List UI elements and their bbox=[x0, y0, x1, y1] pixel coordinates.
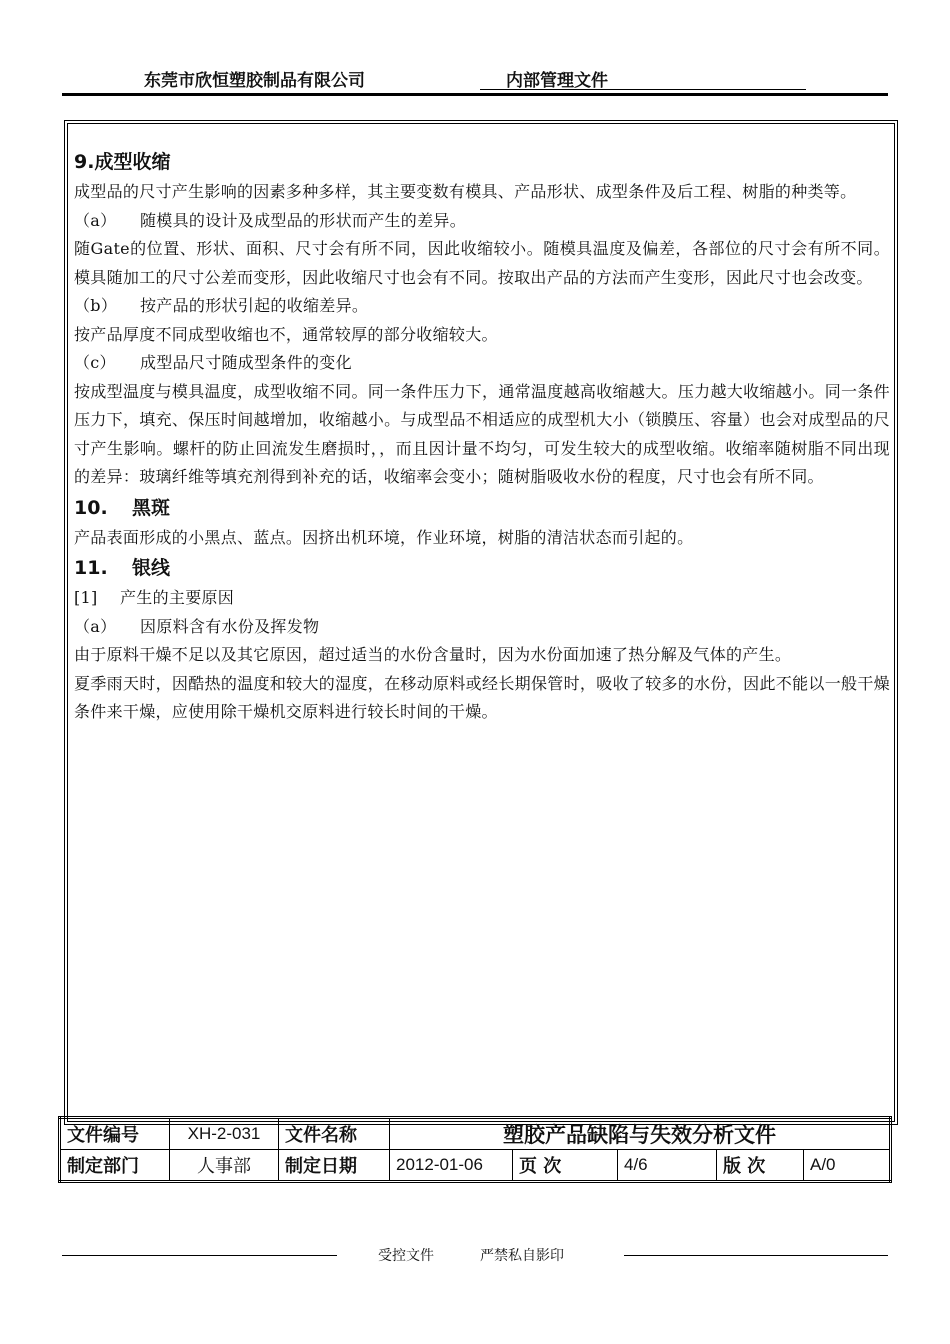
section-11-cause-title: 产生的主要原因 bbox=[120, 588, 235, 607]
company-name: 东莞市欣恒塑胶制品有限公司 bbox=[144, 71, 365, 91]
dept-label: 制定部门 bbox=[60, 1150, 170, 1182]
section-9c-title: 成型品尺寸随成型条件的变化 bbox=[140, 353, 352, 372]
version-label: 版 次 bbox=[717, 1150, 804, 1182]
section-9b-title: 按产品的形状引起的收缩差异。 bbox=[140, 296, 369, 315]
section-9-title: 9.成型收缩 bbox=[74, 151, 171, 173]
section-11a-tag: （a） bbox=[74, 616, 117, 636]
document-type: 内部管理文件 bbox=[506, 71, 608, 91]
section-11-cause-tag: [1] bbox=[74, 588, 98, 607]
info-row-2 bbox=[60, 1150, 891, 1182]
document-info-table bbox=[58, 1116, 892, 1183]
section-9a-tag: （a） bbox=[74, 210, 117, 230]
doc-name-value: 塑胶产品缺陷与失效分析文件 bbox=[390, 1118, 891, 1150]
section-9-intro: 成型品的尺寸产生影响的因素多种多样，其主要变数有模具、产品形状、成型条件及后工程、树脂的种类等。 bbox=[74, 182, 857, 201]
footer-controlled: 受控文件 bbox=[378, 1248, 434, 1264]
section-11-cause-heading bbox=[74, 584, 890, 613]
footer-rule-right bbox=[624, 1255, 888, 1256]
section-9a-body: 随Gate的位置、形状、面积、尺寸会有所不同，因此收缩较小。随模具温度及偏差，各部位的尺寸会有所不同。模具随加工的尺寸公差而变形，因此收缩尺寸也会有不同。按取出产品的方法而产生变形，因此尺寸也会改变。 bbox=[74, 239, 890, 287]
date-label: 制定日期 bbox=[279, 1150, 390, 1182]
section-9a-title: 随模具的设计及成型品的形状而产生的差异。 bbox=[140, 210, 467, 230]
doc-number-label: 文件编号 bbox=[60, 1118, 170, 1150]
section-9a-heading bbox=[74, 207, 890, 236]
footer-no-copy: 严禁私自影印 bbox=[480, 1248, 564, 1264]
section-11a-heading bbox=[74, 613, 890, 642]
section-10-title: 黑斑 bbox=[132, 496, 171, 519]
section-10-number: 10. bbox=[74, 496, 108, 519]
section-9c-heading bbox=[74, 349, 890, 378]
section-11a-title: 因原料含有水份及挥发物 bbox=[140, 616, 320, 636]
section-9b-tag: （b） bbox=[74, 296, 118, 315]
footer-rule-left bbox=[62, 1255, 337, 1256]
version-value: A/0 bbox=[804, 1150, 891, 1182]
section-11-title: 银线 bbox=[132, 557, 171, 579]
dept-value: 人事部 bbox=[170, 1150, 279, 1182]
doc-name-label: 文件名称 bbox=[279, 1118, 390, 1150]
header-rule bbox=[62, 93, 888, 96]
header-underline bbox=[480, 89, 806, 90]
section-9c-tag: （c） bbox=[74, 353, 116, 372]
section-10-body: 产品表面形成的小黑点、蓝点。因挤出机环境，作业环境，树脂的清洁状态而引起的。 bbox=[74, 527, 694, 547]
section-10-heading bbox=[74, 492, 890, 524]
section-9b-body: 按产品厚度不同成型收缩也不，通常较厚的部分收缩较大。 bbox=[74, 324, 498, 344]
date-value: 2012-01-06 bbox=[390, 1150, 513, 1182]
info-row-1 bbox=[60, 1118, 891, 1150]
section-11a-body-1: 由于原料干燥不足以及其它原因，超过适当的水份含量时，因为水份面加速了热分解及气体的产生。 bbox=[74, 645, 792, 664]
page-value: 4/6 bbox=[618, 1150, 717, 1182]
section-11-number: 11. bbox=[74, 557, 108, 579]
doc-number-value: XH-2-031 bbox=[170, 1118, 279, 1150]
section-9-heading bbox=[74, 146, 890, 178]
page-label: 页 次 bbox=[513, 1150, 618, 1182]
section-11-heading bbox=[74, 552, 890, 584]
section-9b-heading bbox=[74, 292, 890, 321]
section-9c-body: 按成型温度与模具温度，成型收缩不同。同一条件压力下，通常温度越高收缩越大。压力越大收缩越小。同一条件压力下，填充、保压时间越增加，收缩越小。与成型品不相适应的成型机大小（锁膜压、容量）也会对成型品的尺寸产生影响。螺杆的防止回流发生磨损时，，而且因计量不均匀，可发生较大的成型收缩。收缩率随树脂不同出现的差异：玻璃纤维等填充剂得到补充的话，收缩率会变小；随树脂吸收水份的程度，尺寸也会有所不同。 bbox=[74, 381, 890, 486]
document-body bbox=[74, 146, 890, 727]
section-11a-body-2: 夏季雨天时，因酷热的温度和较大的湿度，在移动原料或经长期保管时，吸收了较多的水份，因此不能以一般干燥条件来干燥，应使用除干燥机交原料进行较长时间的干燥。 bbox=[74, 673, 890, 721]
